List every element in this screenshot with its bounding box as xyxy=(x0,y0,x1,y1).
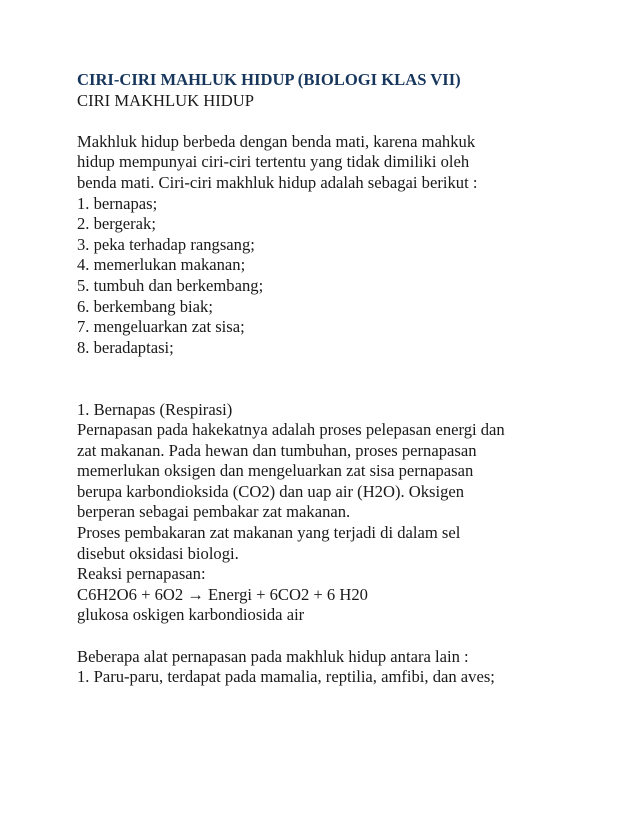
respiratory-organs xyxy=(77,647,597,688)
spacer xyxy=(77,111,597,132)
document-title: CIRI-CIRI MAHLUK HIDUP (BIOLOGI KLAS VII) xyxy=(77,70,461,89)
list-item: 8. beradaptasi; xyxy=(77,337,174,357)
list-item: 4. memerlukan makanan; xyxy=(77,255,246,275)
paragraph-line: disebut oksidasi biologi. xyxy=(77,543,239,563)
characteristics-list xyxy=(77,194,597,359)
list-item: 2. bergerak; xyxy=(77,214,156,234)
organs-intro: Beberapa alat pernapasan pada makhluk hidup antara lain : xyxy=(77,646,469,666)
section-respiration xyxy=(77,400,597,627)
reaction-labels: glukosa oskigen karbondiosida air xyxy=(77,605,305,625)
spacer xyxy=(77,626,597,647)
document-subtitle: CIRI MAKHLUK HIDUP xyxy=(77,90,254,110)
list-item: 1. bernapas; xyxy=(77,193,158,213)
paragraph-line: memerlukan oksigen dan mengeluarkan zat sisa pernapasan xyxy=(77,461,474,481)
document-page xyxy=(77,70,597,688)
list-item: 7. mengeluarkan zat sisa; xyxy=(77,317,245,337)
paragraph-line: Pernapasan pada hakekatnya adalah proses pelepasan energi dan xyxy=(77,420,505,440)
paragraph-line: Proses pembakaran zat makanan yang terjadi di dalam sel xyxy=(77,523,461,543)
spacer xyxy=(77,358,597,399)
list-item: 5. tumbuh dan berkembang; xyxy=(77,275,264,295)
paragraph-line: Reaksi pernapasan: xyxy=(77,564,206,584)
list-item: 3. peka terhadap rangsang; xyxy=(77,234,255,254)
list-item: 6. berkembang biak; xyxy=(77,296,213,316)
intro-line: benda mati. Ciri-ciri makhluk hidup adalah sebagai berikut : xyxy=(77,172,478,192)
intro-line: hidup mempunyai ciri-ciri tertentu yang tidak dimiliki oleh xyxy=(77,152,470,172)
paragraph-line: berupa karbondioksida (CO2) dan uap air (H2O). Oksigen xyxy=(77,481,465,501)
intro-paragraph xyxy=(77,132,597,194)
section-heading: 1. Bernapas (Respirasi) xyxy=(77,399,233,419)
paragraph-line: berperan sebagai pembakar zat makanan. xyxy=(77,502,351,522)
list-item: 1. Paru-paru, terdapat pada mamalia, reptilia, amfibi, dan aves; xyxy=(77,667,495,687)
paragraph-line: zat makanan. Pada hewan dan tumbuhan, proses pernapasan xyxy=(77,440,477,460)
reaction-equation: C6H2O6 + 6O2 → Energi + 6CO2 + 6 H20 xyxy=(77,584,368,604)
intro-line: Makhluk hidup berbeda dengan benda mati, karena mahkuk xyxy=(77,131,476,151)
